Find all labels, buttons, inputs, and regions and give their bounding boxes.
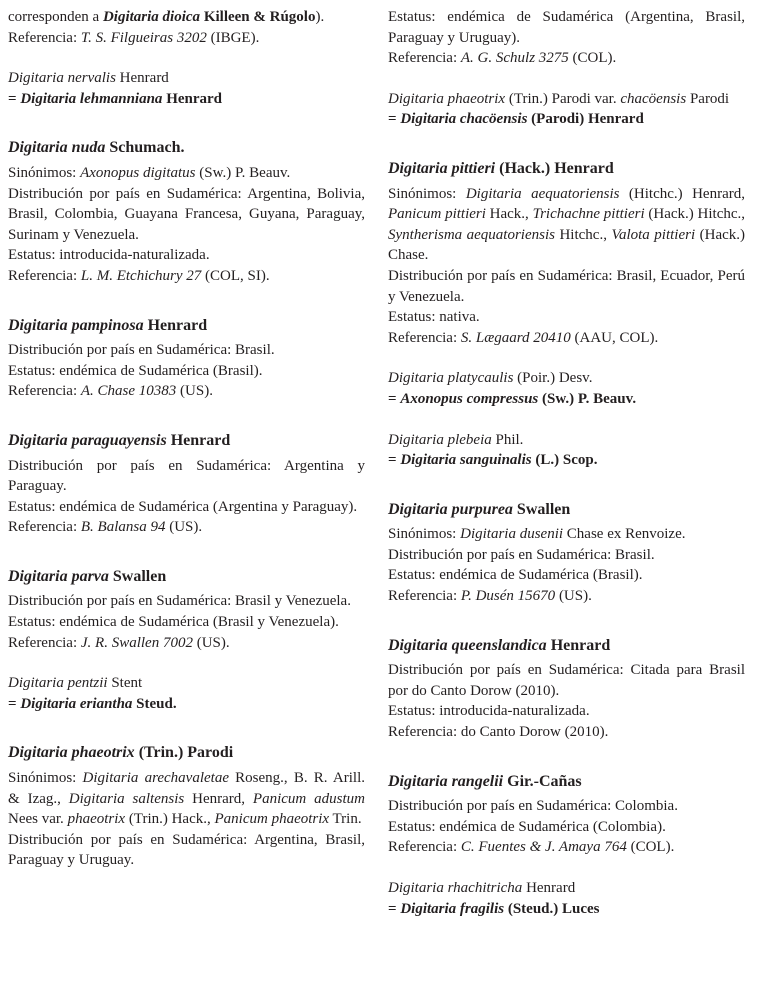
entry-line [388, 184, 745, 266]
text-run: Sinónimos: [388, 526, 461, 543]
text-run: Digitaria rangelii [388, 772, 504, 790]
species-heading [388, 772, 745, 793]
text-run: Estatus: endémica de Sudamérica (Argentina, Brasil, Paraguay y Uruguay). [388, 9, 745, 46]
text-run: Schumach. [105, 139, 185, 157]
text-run: Referencia: [388, 50, 461, 67]
entry-line [388, 389, 745, 410]
text-run: Swallen [512, 500, 571, 518]
entry-line [8, 245, 365, 266]
entry-line [388, 660, 745, 701]
text-run: phaeotrix [67, 811, 126, 828]
text-run: Steud. [132, 695, 177, 712]
entry-line [388, 586, 745, 607]
text-run: Trichachne pittieri [532, 206, 645, 223]
text-run: Distribución por país en Sudamérica: Brasil, Ecuador, Perú y Venezuela. [388, 267, 745, 305]
text-run: Distribución por país en Sudamérica: Argentina y Paraguay. [8, 457, 365, 495]
synonym-entry [8, 68, 365, 109]
species-heading [8, 431, 365, 452]
text-run: (Parodi) Henrard [527, 111, 644, 128]
text-run: chacöensis [620, 90, 687, 107]
entry-line [8, 163, 365, 184]
entry-line [388, 266, 745, 307]
text-run: Digitaria pittieri [388, 159, 496, 177]
text-run: Estatus: introducida-naturalizada. [8, 247, 210, 264]
text-run: Killeen & Rúgolo [200, 9, 316, 25]
text-run: = [388, 452, 401, 469]
synonym-entry [388, 368, 745, 409]
text-run: Digitaria dioica [102, 9, 201, 25]
species-heading [8, 567, 365, 588]
entry-line [388, 7, 745, 48]
text-run: (COL). [568, 50, 617, 67]
text-run: Valota pittieri [611, 226, 696, 243]
text-run: (Hack.) Hitchc., [644, 206, 746, 223]
text-run: Estatus: endémica de Sudamérica (Brasil). [8, 362, 263, 379]
text-run: Distribución por país en Sudamérica: Argentina, Brasil, Paraguay y Uruguay. [8, 831, 365, 869]
text-run: Stent [107, 675, 143, 692]
entry-line [8, 340, 365, 361]
text-run: S. Lægaard 20410 [460, 329, 571, 346]
text-run: Panicum pittieri [388, 206, 486, 223]
text-run: Estatus: introducida-naturalizada. [388, 703, 590, 720]
text-run: (COL). [626, 839, 675, 856]
text-run: Panicum phaeotrix [214, 811, 330, 828]
text-run: Digitaria fragilis [400, 900, 505, 917]
entry-line [388, 701, 745, 722]
species-heading [388, 500, 745, 521]
text-run: Distribución por país en Sudamérica: Citada para Brasil por do Canto Dorow (2010). [388, 662, 745, 699]
entry-line [388, 565, 745, 586]
text-run: Digitaria purpurea [388, 500, 513, 518]
text-run: (Hack.) Chase. [388, 226, 746, 264]
text-run: Digitaria nuda [8, 139, 106, 157]
synonym-entry [388, 430, 745, 471]
text-run: Swallen [108, 567, 167, 585]
text-run: Digitaria paraguayensis [8, 431, 167, 449]
entry-line [8, 266, 365, 287]
text-run: Distribución por país en Sudamérica: Brasil y Venezuela. [8, 593, 351, 610]
text-run: Hitchc., [554, 226, 612, 243]
text-run: Parodi [686, 90, 730, 107]
entry-line [8, 830, 365, 871]
entry-line [8, 68, 365, 89]
text-run: Referencia: [8, 29, 81, 46]
text-run: Roseng., B. R. Arill. & Izag., [8, 770, 365, 807]
text-run: Panicum adustum [252, 790, 365, 807]
text-run: (US). [176, 383, 213, 400]
text-run: Digitaria saltensis [68, 790, 185, 807]
text-run: Digitaria nervalis [8, 70, 116, 87]
species-heading [8, 138, 365, 159]
text-run: Henrard [162, 90, 223, 107]
species-heading [388, 159, 745, 180]
text-run: Estatus: endémica de Sudamérica (Colombia). [388, 818, 666, 835]
text-run: Digitaria arechavaletae [82, 770, 229, 787]
entry-line [388, 450, 745, 471]
text-run: Digitaria eriantha [20, 695, 133, 712]
text-run: Nees var. [8, 811, 68, 828]
text-run: Distribución por país en Sudamérica: Argentina, Bolivia, Brasil, Colombia, Guayana Francesa, Guyana, Paraguay, Surinam y Venezuela. [8, 185, 365, 243]
text-run: (Trin.) Parodi var. [505, 90, 621, 107]
text-run: = [388, 111, 401, 128]
text-run: A. Chase 10383 [80, 383, 177, 400]
right-column [388, 7, 745, 919]
text-run: (L.) Scop. [531, 452, 598, 469]
text-run: Digitaria chacöensis [400, 111, 528, 128]
synonym-entry [388, 89, 745, 130]
entry-line [8, 184, 365, 246]
text-run: Referencia: [8, 267, 81, 284]
entry-line [8, 612, 365, 633]
text-run: Syntherisma aequatoriensis [388, 226, 555, 243]
entry-line [388, 545, 745, 566]
text-run: Axonopus compressus [400, 390, 539, 407]
species-heading [8, 743, 365, 764]
text-run: Sinónimos: [8, 164, 81, 181]
species-entry [388, 500, 745, 607]
entry-line [388, 796, 745, 817]
text-run: Henrard, [184, 790, 253, 807]
text-run: (Trin.) Hack., [125, 811, 215, 828]
entry-line [388, 89, 745, 110]
text-run: (Hack.) Henrard [495, 159, 614, 177]
text-run: (AAU, COL). [570, 329, 659, 346]
text-run: Distribución por país en Sudamérica: Brasil. [388, 546, 655, 563]
entry-line [8, 7, 365, 28]
text-run: Digitaria rhachitricha [388, 880, 523, 896]
text-run: Henrard [143, 316, 208, 334]
text-run: (Trin.) Parodi [134, 744, 234, 762]
text-run: Henrard [522, 880, 576, 896]
species-entry [388, 159, 745, 348]
text-run: Estatus: nativa. [388, 309, 480, 326]
synonym-entry [8, 673, 365, 714]
text-run: Sinónimos: [388, 185, 466, 202]
entry-line [8, 517, 365, 538]
entry-line [8, 456, 365, 497]
text-run: Referencia: [8, 634, 81, 651]
text-run: (US). [555, 588, 592, 605]
species-heading [8, 316, 365, 337]
text-run: Gir.-Cañas [503, 772, 582, 790]
text-run: Digitaria pentzii [8, 675, 108, 692]
text-run: Digitaria phaeotrix [388, 90, 506, 107]
text-run: (US). [192, 634, 230, 651]
text-run: (IBGE). [206, 29, 260, 46]
text-run: Digitaria parva [8, 567, 109, 585]
species-entry [388, 772, 745, 858]
text-run: J. R. Swallen 7002 [80, 634, 193, 651]
text-run: Distribución por país en Sudamérica: Brasil. [8, 342, 275, 359]
text-run: Digitaria phaeotrix [8, 744, 135, 762]
species-heading [388, 636, 745, 657]
text-run: Referencia: [8, 383, 81, 400]
entry-line [388, 878, 745, 899]
entry-line [388, 837, 745, 858]
entry-line [8, 633, 365, 654]
text-run: (COL, SI). [201, 267, 270, 284]
text-run: Trin. [329, 811, 362, 828]
text-run: (Poir.) Desv. [513, 370, 593, 387]
text-run: Hack., [485, 206, 533, 223]
entry-line [388, 817, 745, 838]
text-run: Referencia: [388, 329, 461, 346]
entry-line [388, 524, 745, 545]
entry-line [8, 497, 365, 518]
entry-line [8, 89, 365, 110]
species-entry [8, 431, 365, 538]
entry-line [8, 591, 365, 612]
species-entry [8, 316, 365, 402]
entry-line [388, 722, 745, 743]
text-run: (Hitchc.) Henrard, [619, 185, 745, 202]
entry-line [8, 361, 365, 382]
text-run: = [388, 390, 401, 407]
continued-entry [8, 7, 365, 48]
species-entry [8, 743, 365, 871]
text-run: Digitaria lehmanniana [20, 90, 163, 107]
text-run: (Sw.) P. Beauv. [195, 164, 291, 181]
entry-line [8, 694, 365, 715]
text-run: Henrard [546, 636, 611, 654]
species-entry [8, 567, 365, 653]
entry-line [388, 109, 745, 130]
text-run: Digitaria queenslandica [388, 636, 547, 654]
entry-line [388, 430, 745, 451]
text-run: Digitaria sanguinalis [400, 452, 532, 469]
text-run: Distribución por país en Sudamérica: Colombia. [388, 798, 678, 815]
entry-line [8, 673, 365, 694]
text-run: Henrard [166, 431, 231, 449]
entry-line [388, 307, 745, 328]
species-entry [388, 636, 745, 743]
species-entry [8, 138, 365, 286]
text-run: corresponden a [8, 9, 103, 25]
text-run: (US). [165, 519, 203, 536]
text-run: Sinónimos: [8, 770, 83, 787]
text-run: Estatus: endémica de Sudamérica (Brasil). [388, 567, 643, 584]
synonym-entry [388, 878, 745, 919]
text-run: B. Balansa 94 [80, 519, 166, 536]
continued-entry [388, 7, 745, 69]
text-run: = [8, 695, 21, 712]
text-run: Axonopus digitatus [80, 164, 196, 181]
text-run: Digitaria dusenii [460, 526, 564, 543]
text-run: Digitaria aequatoriensis [465, 185, 620, 202]
text-run: Digitaria pampinosa [8, 316, 144, 334]
text-run: = [8, 90, 21, 107]
entry-line [388, 899, 745, 920]
text-run: P. Dusén 15670 [460, 588, 556, 605]
text-run: ). [315, 9, 325, 25]
text-run: Henrard [115, 70, 169, 87]
text-run: (Steud.) Luces [504, 900, 600, 917]
entry-line [388, 328, 745, 349]
entry-line [388, 368, 745, 389]
text-run: (Sw.) P. Beauv. [538, 390, 637, 407]
text-run: Chase ex Renvoize. [563, 526, 686, 543]
text-run: Referencia: do Canto Dorow (2010). [388, 724, 609, 741]
text-run: A. G. Schulz 3275 [460, 50, 569, 67]
text-run: Phil. [491, 431, 524, 448]
entry-line [8, 28, 365, 49]
text-run: Referencia: [388, 588, 461, 605]
entry-line [8, 768, 365, 830]
text-run: L. M. Etchichury 27 [80, 267, 202, 284]
entry-line [388, 48, 745, 69]
text-run: Digitaria platycaulis [388, 370, 514, 387]
text-run: C. Fuentes & J. Amaya 764 [460, 839, 627, 856]
text-run: Estatus: endémica de Sudamérica (Argentina y Paraguay). [8, 498, 358, 515]
entry-line [8, 381, 365, 402]
text-run: Digitaria plebeia [388, 431, 492, 448]
left-column [8, 7, 365, 871]
text-run: Estatus: endémica de Sudamérica (Brasil y Venezuela). [8, 614, 339, 631]
text-run: Referencia: [388, 839, 461, 856]
text-run: Referencia: [8, 519, 81, 536]
text-run: = [388, 900, 401, 917]
text-run: T. S. Filgueiras 3202 [80, 29, 207, 46]
